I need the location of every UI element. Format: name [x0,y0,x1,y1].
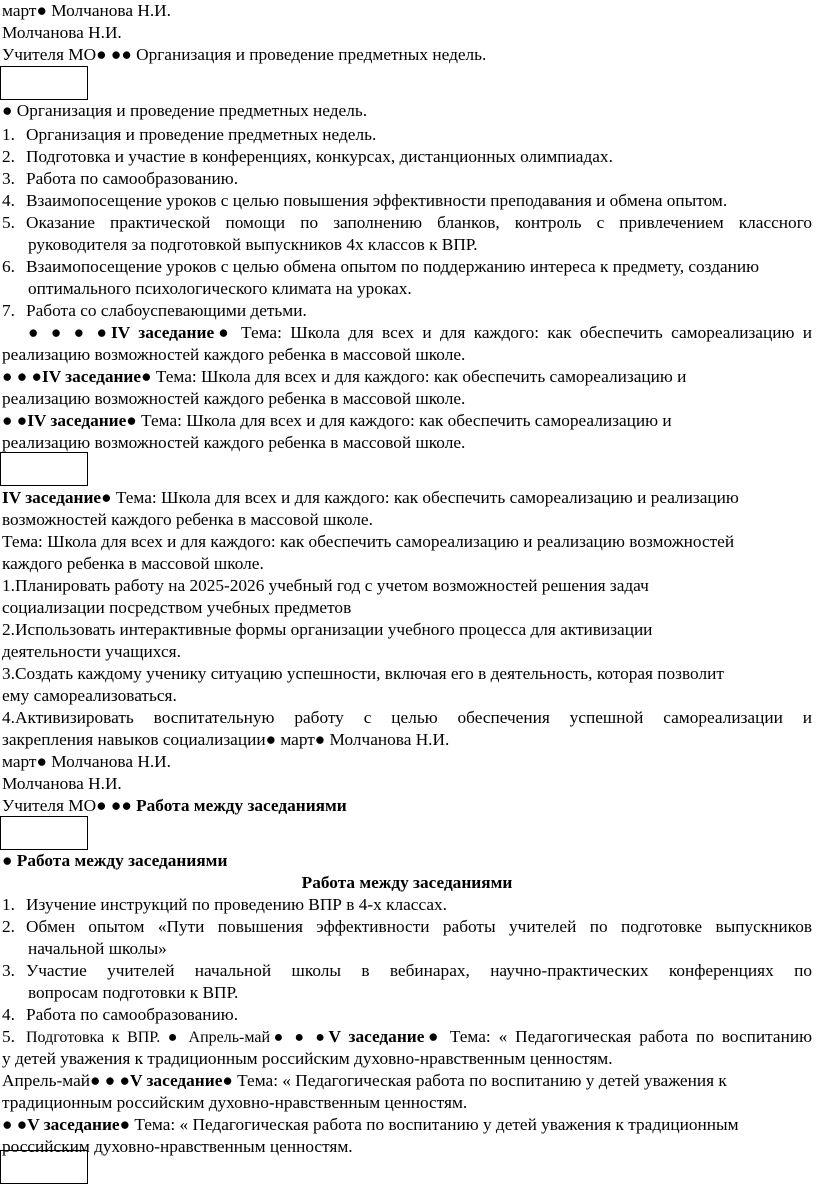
list-number: 1. [2,125,15,144]
header-line-1b: март● Молчанова Н.И. [2,752,171,771]
list-number: 7. [2,301,15,320]
list-item-cont: оптимального психологического климата на уроках. [28,279,412,298]
task-line: деятельности учащихся. [2,642,181,661]
list-text: Работа по самообразованию. [26,169,239,188]
list-text: Работа со слабоуспевающими детьми. [26,301,307,320]
topic-line: Тема: Школа для всех и для каждого: как обеспечить самореализацию и реализацию возможностей [2,532,735,551]
list-item [2,256,812,278]
header-line-3b: Учителя МО● ●● Работа между заседаниями [2,796,347,815]
list-number: 2. [2,147,15,166]
header-line-3: Учителя МО● ●● Организация и проведение предметных недель. [2,45,487,64]
list-text: Участие учителей начальной школы в вебинарах, научно-практических конференциях по [26,961,812,980]
list-text: Взаимопосещение уроков с целью повышения эффективности преподавания и обмена опытом. [26,191,728,210]
work-title: Работа между заседаниями [301,873,513,892]
list-item [2,300,812,322]
list-item [2,916,812,938]
list-item [2,1004,812,1026]
list-text: Подготовка к ВПР. ● Апрель-май● ● ● [26,1029,329,1046]
session-v-line: ● ●V заседание● Тема: « Педагогическая работа по воспитанию у детей уважения к традиционным [2,1115,739,1134]
list-text: Обмен опытом «Пути повышения эффективности работы учителей по подготовке выпускников [26,917,812,936]
list-item-cont: начальной школы» [28,939,167,958]
empty-box-4 [0,1150,88,1184]
list-item [2,212,812,234]
list-item [2,190,812,212]
list-item-cont: руководителя за подготовкой выпускников 4х классов к ВПР. [28,235,478,254]
list-number: 3. [2,961,15,980]
empty-box-1 [0,66,88,100]
session-iv-cont: реализацию возможностей каждого ребенка в массовой школе. [2,345,466,364]
list-item-cont: у детей уважения к традиционным российским духовно-нравственным ценностям. [2,1049,613,1068]
task-line: 3.Создать каждому ученику ситуацию успешности, включая его в деятельность, которая позволит [2,664,724,683]
list-number: 6. [2,257,15,276]
list-text: Взаимопосещение уроков с целью обмена опытом по поддержанию интереса к предмету, созданию [26,257,760,276]
list-text: Оказание практической помощи по заполнению бланков, контроль с привлечением классного [26,213,812,232]
list-text: Работа по самообразованию. [26,1005,239,1024]
task-line: ему самореализоваться. [2,686,177,705]
list-text: Изучение инструкций по проведению ВПР в 4-х классах. [26,895,447,914]
session-iv-line: IV заседание● Тема: Школа для всех и для каждого: как обеспечить самореализацию и реализацию [2,488,739,507]
session-v-line: Апрель-май● ● ●V заседание● Тема: « Педагогическая работа по воспитанию у детей уважения к [2,1071,727,1090]
task-line: закрепления навыков социализации● март● Молчанова Н.И. [2,730,450,749]
list-number: 3. [2,169,15,188]
session-iv-cont: возможностей каждого ребенка в массовой школе. [2,510,373,529]
list-item [2,146,812,168]
task-line: 1.Планировать работу на 2025-2026 учебный год с учетом возможностей решения задач [2,576,649,595]
header-line-1: март● Молчанова Н.И. [2,1,171,20]
list-text: Организация и проведение предметных недель. [26,125,377,144]
list-item [2,168,812,190]
list-number: 5. [2,213,15,232]
list-item [2,894,812,916]
work-heading: ● Работа между заседаниями [2,851,228,870]
topic-line: каждого ребенка в массовой школе. [2,554,264,573]
task-line: 2.Использовать интерактивные формы организации учебного процесса для активизации [2,620,653,639]
task-line: социализации посредством учебных предметов [2,598,352,617]
list-number: 5. [2,1027,15,1046]
list-number: 1. [2,895,15,914]
session-iv-line: ● ● ● ●IV заседание● Тема: Школа для всех и для каждого: как обеспечить самореализацию и [28,323,812,342]
list-item [2,960,812,982]
list-number: 4. [2,1005,15,1024]
list-item: 5. Подготовка к ВПР. ● Апрель-май● ● ●V заседание● Тема: « Педагогическая работа по воспитанию [2,1027,812,1046]
session-iv-line: ● ● ●IV заседание● Тема: Школа для всех и для каждого: как обеспечить самореализацию и [2,367,687,386]
header-line-2: Молчанова Н.И. [2,23,122,42]
session-v-cont: традиционным российским духовно-нравственным ценностям. [2,1093,468,1112]
session-iv-cont: реализацию возможностей каждого ребенка в массовой школе. [2,433,466,452]
header-line-2b: Молчанова Н.И. [2,774,122,793]
empty-box-3 [0,816,88,850]
session-v-cont: российским духовно-нравственным ценностям. [2,1137,353,1156]
list-item [2,124,812,146]
empty-box-2 [0,452,88,486]
section-heading: ● Организация и проведение предметных недель. [2,101,368,120]
session-iv-cont: реализацию возможностей каждого ребенка в массовой школе. [2,389,466,408]
list-item-cont: вопросам подготовки к ВПР. [28,983,239,1002]
list-number: 4. [2,191,15,210]
session-iv-line: ● ●IV заседание● Тема: Школа для всех и для каждого: как обеспечить самореализацию и [2,411,672,430]
list-text: Подготовка и участие в конференциях, конкурсах, дистанционных олимпиадах. [26,147,613,166]
list-number: 2. [2,917,15,936]
task-line: 4.Активизировать воспитательную работу с целью обеспечения успешной самореализации и [2,708,812,727]
